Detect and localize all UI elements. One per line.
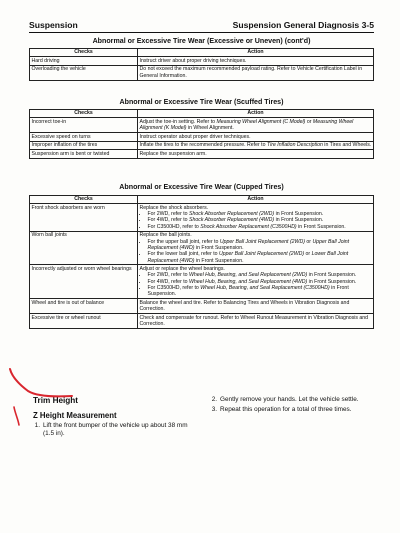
table-row [30, 133, 374, 142]
col-action-header: Action [138, 196, 374, 204]
step-number: 3. [211, 406, 218, 413]
table-title: Abnormal or Excessive Tire Wear (Excessive or Uneven) (cont'd) [92, 37, 311, 45]
check-cell: Suspension arm is bent or twisted [30, 150, 138, 159]
col-action-header: Action [138, 110, 374, 118]
table-cupped-tires [29, 183, 374, 329]
check-cell: Wheel and tire is out of balance [30, 299, 138, 314]
action-cell: Replace the suspension arm. [138, 150, 374, 159]
table-title: Abnormal or Excessive Tire Wear (Scuffed Tires) [119, 98, 284, 106]
action-cell [138, 231, 374, 265]
action-cell [138, 265, 374, 299]
action-cell: Do not exceed the maximum recommended payload rating. Refer to Vehicle Certification Label in General Information. [138, 65, 374, 80]
check-cell: Overloading the vehicle [30, 65, 138, 80]
step-text: Lift the front bumper of the vehicle up about 38 mm (1.5 in). [43, 422, 188, 437]
step-item [206, 396, 374, 404]
step-number: 2. [211, 396, 218, 403]
list-item: • For 2WD, refer to Wheel Hub, Bearing, and Seal Replacement (2WD) in Front Suspension. [148, 272, 372, 278]
list-item: • For C3500HD, refer to Wheel Hub, Bearing, and Seal Replacement (C3500HD) in Front Suspension. [148, 285, 372, 298]
table-row [30, 265, 374, 299]
list-item: • For 4WD, refer to Wheel Hub, Bearing, and Seal Replacement (4WD) in Front Suspension. [148, 279, 372, 285]
action-intro: Check and compensate for runout. Refer to Wheel Runout Measurement in Vibration Diagnosis and Correction. [139, 314, 369, 328]
action-cell [138, 299, 374, 314]
col-checks-header: Checks [30, 196, 138, 204]
table-row [30, 204, 374, 231]
list-item: • For C3500HD, refer to Shock Absorber Replacement (C3500HD) in Front Suspension. [148, 224, 372, 230]
table-scuffed-tires [29, 98, 374, 159]
list-item: • For 2WD, refer to Shock Absorber Replacement (2WD) in Front Suspension. [148, 211, 372, 217]
action-intro: Balance the wheel and tire. Refer to Balancing Tires and Wheels in Vibration Diagnosis and Correction. [139, 299, 350, 313]
action-cell [138, 204, 374, 231]
action-cell: Instruct driver about proper driving techniques. [138, 57, 374, 66]
table-row [30, 65, 374, 80]
bullet-list [140, 272, 372, 297]
step-text: Repeat this operation for a total of three times. [220, 406, 352, 413]
check-cell: Improper inflation of the tires [30, 141, 138, 150]
check-cell: Incorrectly adjusted or worn wheel bearings [30, 265, 138, 299]
table-row [30, 150, 374, 159]
check-cell: Worn ball joints [30, 231, 138, 265]
col-action-header: Action [138, 49, 374, 57]
col-checks-header: Checks [30, 110, 138, 118]
bullet-list [140, 211, 372, 230]
action-cell: Instruct operator about proper driver techniques. [138, 133, 374, 142]
bullet-list [140, 239, 372, 264]
action-cell: Inflate the tires to the recommended pressure. Refer to Tire Inflation Description in Tires and Wheels. [138, 141, 374, 150]
red-pen-mark [6, 367, 76, 427]
list-item: • For the lower ball joint, refer to Upper Ball Joint Replacement (2WD) or Lower Ball Joint Replacement (4WD) in Front Suspension. [148, 251, 372, 264]
header-page-title: Suspension General Diagnosis 3-5 [232, 20, 374, 30]
check-cell: Incorrect toe-in [30, 118, 138, 133]
check-cell: Hard driving [30, 57, 138, 66]
table-row [30, 141, 374, 150]
check-cell: Excessive speed on turns [30, 133, 138, 142]
table-title: Abnormal or Excessive Tire Wear (Cupped Tires) [119, 183, 284, 191]
check-cell: Excessive tire or wheel runout [30, 314, 138, 329]
action-cell: Adjust the toe-in setting. Refer to Measuring Wheel Alignment (C Model) or Measuring Wheel Alignment (K Model) in Wheel Alignment. [138, 118, 374, 133]
table-row [30, 299, 374, 314]
table-row [30, 118, 374, 133]
action-intro: Replace the ball joints. [139, 232, 192, 239]
right-column [206, 396, 374, 438]
action-cell [138, 314, 374, 329]
step-number: 1. [34, 422, 40, 429]
header-section: Suspension [29, 20, 78, 30]
table-row [30, 314, 374, 329]
subsection-heading: Z Height Measurement [33, 411, 117, 420]
step-text: Gently remove your hands. Let the vehicle settle. [220, 396, 359, 403]
table-excessive-uneven [29, 37, 374, 81]
step-item [206, 406, 374, 414]
list-item: • For 4WD, refer to Shock Absorber Replacement (4WD) in Front Suspension. [148, 217, 372, 223]
list-item: • For the upper ball joint, refer to Upper Ball Joint Replacement (2WD) or Upper Ball Joint Replacement (4WD) in Front Suspension. [148, 239, 372, 252]
section-heading: Trim Height [33, 396, 79, 405]
table-row [30, 57, 374, 66]
action-intro: Adjust or replace the wheel bearings. [139, 266, 225, 273]
action-intro: Replace the shock absorbers. [139, 204, 209, 211]
col-checks-header: Checks [30, 49, 138, 57]
table-body [30, 204, 374, 329]
table-row [30, 231, 374, 265]
page-header [29, 0, 374, 33]
trim-height-section [29, 396, 374, 438]
manual-page [29, 0, 374, 437]
check-cell: Front shock absorbers are worn [30, 204, 138, 231]
